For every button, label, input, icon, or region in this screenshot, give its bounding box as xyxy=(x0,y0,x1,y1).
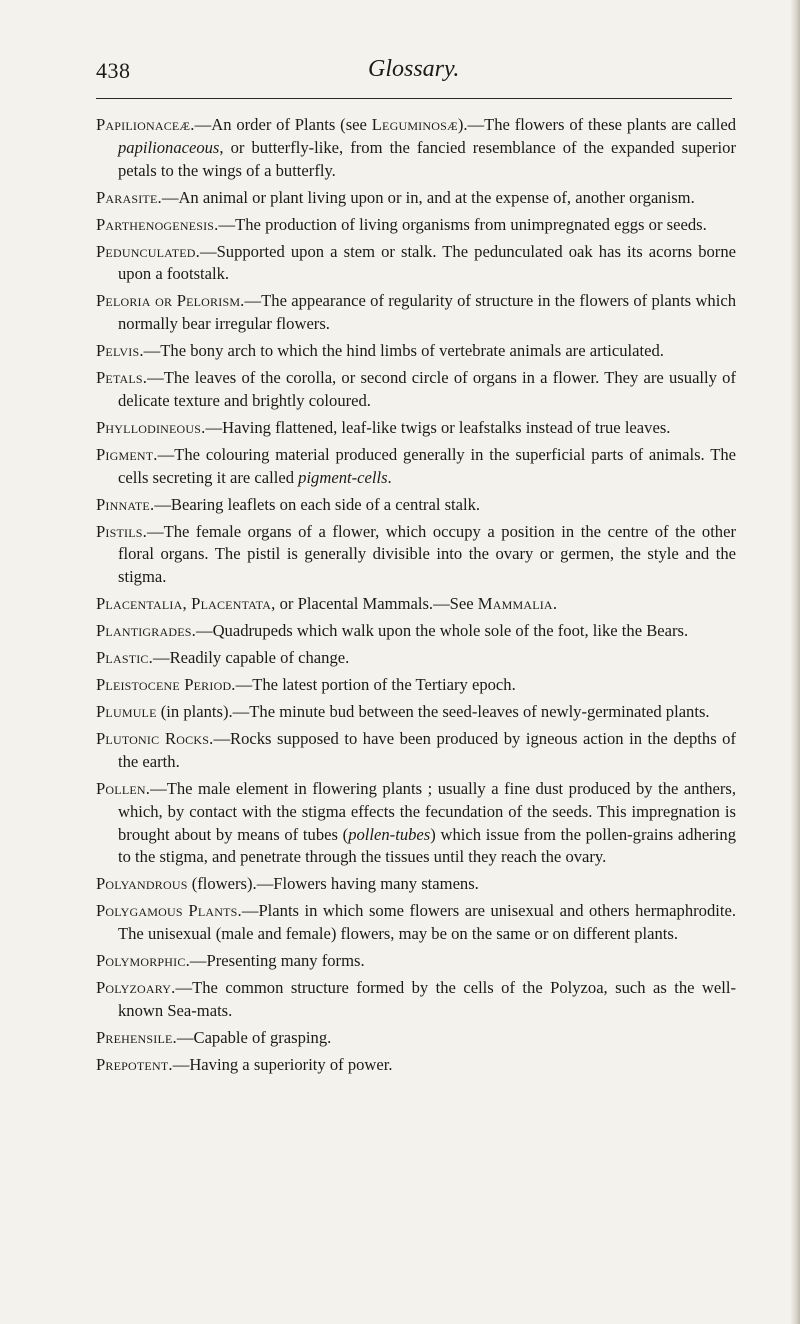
definition-text: —Capable of grasping. xyxy=(176,1027,332,1047)
entry-term: Petals. xyxy=(96,368,148,388)
entry-definition xyxy=(154,495,480,514)
glossary-entry xyxy=(96,778,736,869)
entry-definition xyxy=(173,1055,393,1074)
entry-term: Plastic. xyxy=(96,648,153,668)
glossary-entry xyxy=(96,417,736,440)
italic-term: pollen-tubes xyxy=(348,824,431,844)
entry-term: Polyzoary. xyxy=(96,978,176,998)
definition-text: —Having a superiority of power. xyxy=(172,1054,393,1074)
definition-text: —The leaves of the corolla, or second circle of organs in a flower. They are usually of delicate texture and brightly coloured. xyxy=(118,368,736,410)
glossary-entry xyxy=(96,1054,736,1077)
definition-text: —The colouring material produced generally in the superficial parts of animals. The cells secreting it are called xyxy=(118,444,736,487)
glossary-entry xyxy=(96,674,736,697)
entry-term: Plantigrades. xyxy=(96,621,196,641)
definition-text: —Readily capable of change. xyxy=(152,648,350,668)
definition-text: —Having flattened, leaf-like twigs or leafstalks instead of true leaves. xyxy=(205,417,671,437)
glossary-entry xyxy=(96,977,736,1023)
entry-definition xyxy=(196,621,688,640)
entry-term: Plumule xyxy=(96,702,157,722)
glossary-entry xyxy=(96,367,736,413)
definition-text: —Plants in which some flowers are unisexual and others hermaphrodite. The unisexual (male and female) flowers, may be on the same or on different plants. xyxy=(118,901,736,944)
definition-text: —An animal or plant living upon or in, and at the expense of, another organism. xyxy=(161,187,695,207)
entry-definition xyxy=(118,522,736,587)
glossary-entry xyxy=(96,214,736,237)
definition-text: —The production of living organisms from unimpregnated eggs or seeds. xyxy=(218,214,707,234)
definition-text: —The common structure formed by the cells of the Polyzoa, such as the well-known Sea-mats. xyxy=(118,978,736,1020)
entry-definition xyxy=(144,341,664,360)
definition-text: —The male element in flowering plants ; usually a fine dust produced by the anthers, which, by contact with the stigma effects the fecundation of the seeds. This impregnation is brought about by means of tubes ( xyxy=(118,778,736,844)
entry-definition xyxy=(190,951,365,970)
glossary-entries xyxy=(96,114,736,1081)
header-rule xyxy=(96,98,732,99)
entry-term: Prehensile. xyxy=(96,1027,177,1047)
page-edge xyxy=(790,0,800,1324)
entry-definition xyxy=(118,242,736,284)
italic-term: pigment-cells xyxy=(298,467,388,487)
entry-term: Parthenogenesis. xyxy=(96,214,219,234)
entry-term: Parasite. xyxy=(96,187,162,207)
glossary-entry xyxy=(96,241,736,287)
glossary-entry xyxy=(96,494,736,517)
glossary-entry xyxy=(96,444,736,490)
entry-term: Prepotent. xyxy=(96,1054,173,1074)
entry-term: Placentalia, Placentata, xyxy=(96,594,276,614)
entry-definition xyxy=(275,594,557,613)
definition-text: —An order of Plants (see xyxy=(194,115,372,134)
glossary-entry xyxy=(96,647,736,670)
entry-term: Pollen. xyxy=(96,778,151,798)
entry-definition xyxy=(206,418,671,437)
glossary-entry xyxy=(96,900,736,946)
entry-term: Phyllodineous. xyxy=(96,417,206,437)
definition-text: —The appearance of regularity of structure in the flowers of plants which normally bear irregular flowers. xyxy=(118,291,736,334)
glossary-entry xyxy=(96,340,736,363)
glossary-entry xyxy=(96,701,736,724)
entry-term: Pinnate. xyxy=(96,494,155,514)
entry-term: Polyandrous xyxy=(96,874,188,894)
entry-definition xyxy=(157,702,710,721)
definition-text: —Quadrupeds which walk upon the whole sole of the foot, like the Bears. xyxy=(195,621,689,641)
definition-text: (in plants).—The minute bud between the seed-leaves of newly-germinated plants. xyxy=(156,702,710,722)
definition-text: , or butterfly-like, from the fancied resemblance of the expanded superior petals to the wings of a butterfly. xyxy=(118,137,736,180)
entry-term: Plutonic Rocks. xyxy=(96,729,214,749)
entry-term: Pistils. xyxy=(96,521,147,541)
definition-text: —The bony arch to which the hind limbs of vertebrate animals are articulated. xyxy=(143,341,664,361)
italic-term: papilionaceous xyxy=(118,137,220,157)
entry-definition xyxy=(153,648,349,667)
entry-term: Pleistocene Period. xyxy=(96,675,236,695)
definition-text: . xyxy=(552,594,557,614)
glossary-entry xyxy=(96,187,736,210)
entry-term: Pedunculated. xyxy=(96,241,200,261)
running-title: Glossary. xyxy=(368,56,460,82)
entry-definition xyxy=(177,1028,331,1047)
entry-term: Papilionaceæ. xyxy=(96,115,195,134)
cross-reference: Mammalia xyxy=(477,594,553,614)
glossary-entry xyxy=(96,950,736,973)
glossary-entry xyxy=(96,1027,736,1050)
entry-definition xyxy=(118,978,736,1020)
definition-text: —The latest portion of the Tertiary epoch. xyxy=(235,675,516,695)
running-header xyxy=(96,52,732,92)
entry-term: Pelvis. xyxy=(96,341,144,361)
entry-definition xyxy=(118,115,736,180)
definition-text: —Bearing leaflets on each side of a central stalk. xyxy=(154,494,481,514)
glossary-entry xyxy=(96,620,736,643)
definition-text: or Placental Mammals.—See xyxy=(275,594,478,614)
entry-definition xyxy=(162,188,695,207)
definition-text: —Presenting many forms. xyxy=(189,951,365,971)
entry-definition xyxy=(219,215,707,234)
entry-definition xyxy=(118,368,736,410)
definition-text: —Supported upon a stem or stalk. The pedunculated oak has its acorns borne upon a footstalk. xyxy=(118,241,736,284)
entry-definition xyxy=(118,445,736,487)
glossary-entry xyxy=(96,728,736,774)
entry-definition xyxy=(118,779,736,866)
glossary-entry xyxy=(96,593,736,616)
definition-text: —The female organs of a flower, which occupy a position in the centre of the other floral organs. The pistil is generally divisible into the ovary or germen, the style and the stigma. xyxy=(118,521,736,587)
definition-text: ).—The flowers of these plants are called xyxy=(457,115,736,134)
entry-definition xyxy=(188,874,479,893)
definition-text: . xyxy=(387,467,392,487)
glossary-entry xyxy=(96,290,736,336)
glossary-entry xyxy=(96,521,736,589)
entry-term: Peloria or Pelorism. xyxy=(96,291,245,311)
entry-term: Pigment. xyxy=(96,444,158,464)
entry-term: Polymorphic. xyxy=(96,951,190,971)
entry-term: Polygamous Plants. xyxy=(96,901,242,921)
entry-definition xyxy=(236,675,516,694)
definition-text: ) which issue from the pollen-grains adhering to the stigma, and penetrate through the tissues until they reach the ovary. xyxy=(118,824,736,867)
page-number: 438 xyxy=(96,58,131,83)
definition-text: (flowers).—Flowers having many stamens. xyxy=(187,874,479,894)
definition-text: —Rocks supposed to have been produced by igneous action in the depths of the earth. xyxy=(118,729,736,771)
cross-reference: Leguminosæ xyxy=(371,115,458,134)
glossary-entry xyxy=(96,873,736,896)
glossary-entry xyxy=(96,114,736,182)
